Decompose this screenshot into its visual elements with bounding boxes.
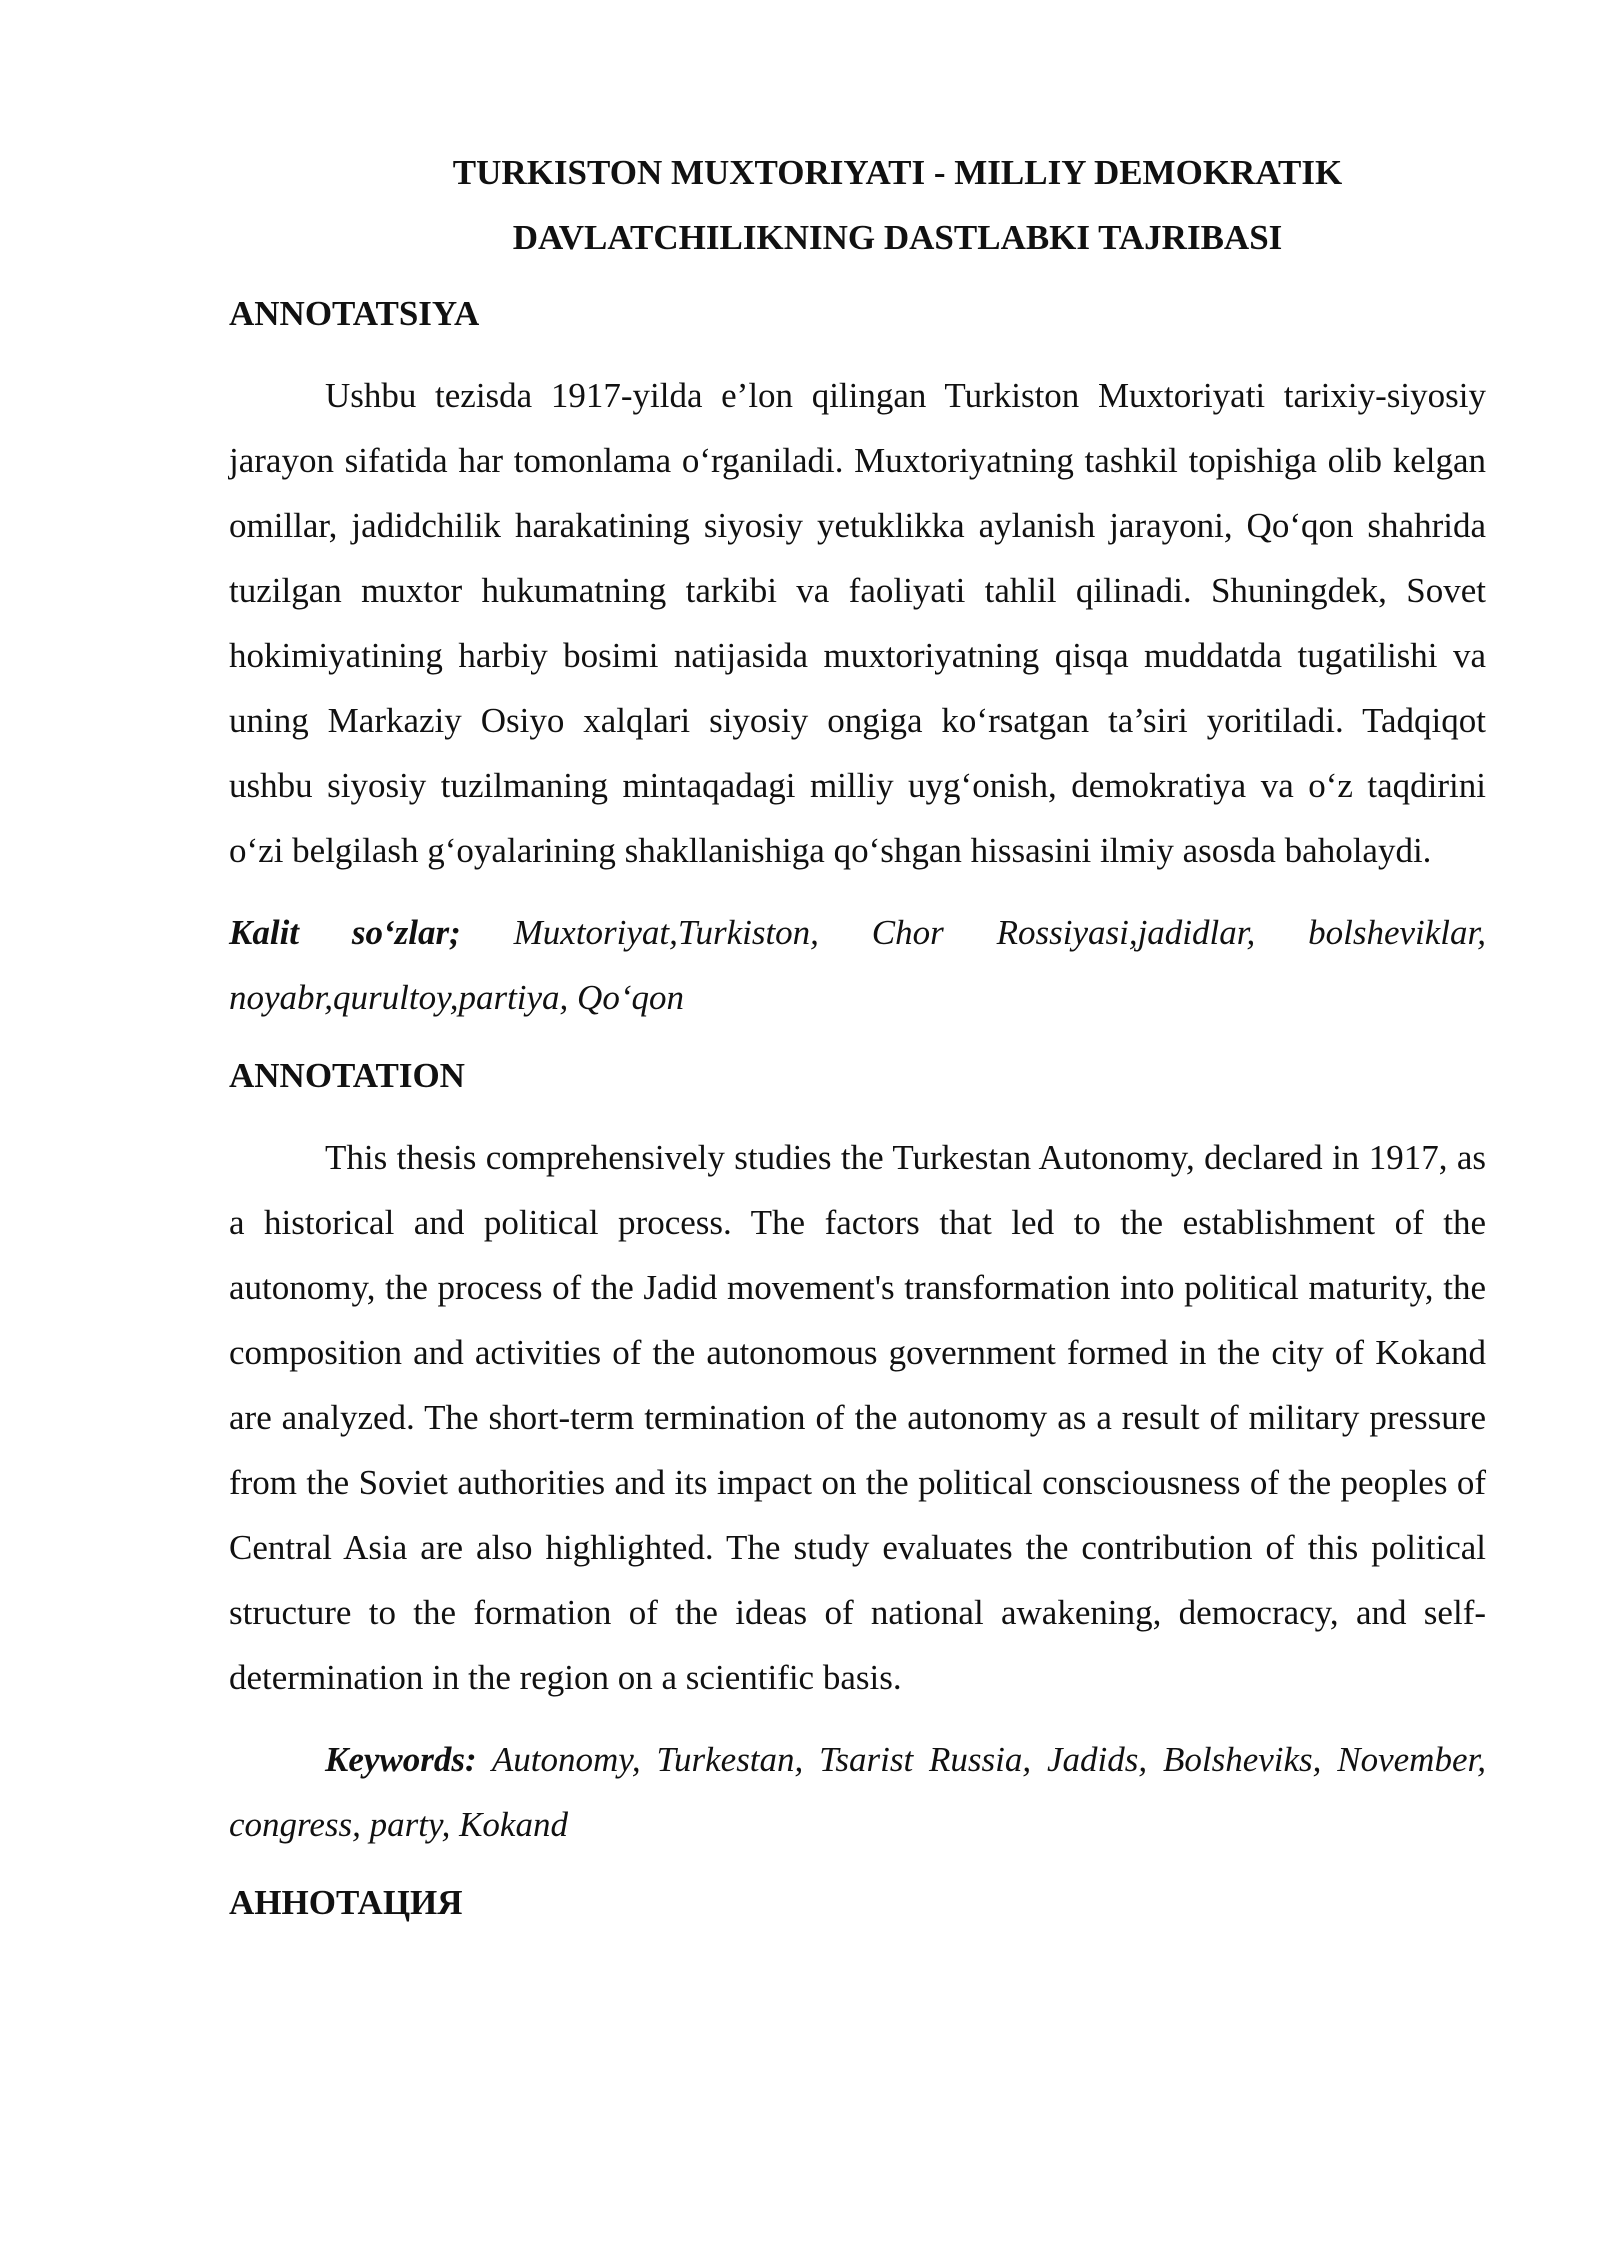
keywords-list-en: Autonomy, Turkestan, Tsarist Russia, Jadids, Bolsheviks, November, congress, party, Kokand [229, 1740, 1486, 1844]
abstract-uz: Ushbu tezisda 1917-yilda e’lon qilingan Turkiston Muxtoriyati tarixiy-siyosiy jarayon sifatida har tomonlama o‘rganiladi. Muxtoriyatning tashkil topishiga olib kelgan omillar, jadidchilik harakatining siyosiy yetuklikka aylanish jarayoni, Qo‘qon shahrida tuzilgan muxtor hukumatning tarkibi va faoliyati tahlil qilinadi. Shuningdek, Sovet hokimiyatining harbiy bosimi natijasida muxtoriyatning qisqa muddatda tugatilishi va uning Markaziy Osiyo xalqlari siyosiy ongiga ko‘rsatgan ta’siri yoritiladi. Tadqiqot ushbu siyosiy tuzilmaning mintaqadagi milliy uyg‘onish, demokratiya va o‘z taqdirini o‘zi belgilash g‘oyalarining shakllanishiga qo‘shgan hissasini ilmiy asosda baholaydi. [229, 376, 1486, 870]
keywords-uz [229, 900, 1486, 1030]
paper-title [229, 140, 1486, 270]
section-heading-uz: ANNOTATSIYA [229, 294, 480, 333]
section-heading-en: ANNOTATION [229, 1056, 465, 1095]
keywords-list-uz: Muxtoriyat,Turkiston, Chor Rossiyasi,jadidlar, bolsheviklar, noyabr,qurultoy,partiya, Qo‘qon [229, 913, 1486, 1017]
keywords-en [229, 1727, 1486, 1857]
section-heading-ru: АННОТАЦИЯ [229, 1883, 463, 1922]
document-page [229, 140, 1486, 1925]
abstract-en: This thesis comprehensively studies the Turkestan Autonomy, declared in 1917, as a historical and political process. The factors that led to the establishment of the autonomy, the process of the Jadid movement's transformation into political maturity, the composition and activities of the autonomous government formed in the city of Kokand are analyzed. The short-term termination of the autonomy as a result of military pressure from the Soviet authorities and its impact on the political consciousness of the peoples of Central Asia are also highlighted. The study evaluates the contribution of this political structure to the formation of the ideas of national awakening, democracy, and self-determination in the region on a scientific basis. [229, 1138, 1486, 1697]
paper-title-line-2: DAVLATCHILIKNING DASTLABKI TAJRIBASI [512, 218, 1283, 257]
paper-title-line-1: TURKISTON MUXTORIYATI - MILLIY DEMOKRATIK [452, 153, 1343, 192]
keywords-label-en: Keywords: [325, 1740, 477, 1779]
keywords-label-uz: Kalit so‘zlar; [229, 913, 461, 952]
